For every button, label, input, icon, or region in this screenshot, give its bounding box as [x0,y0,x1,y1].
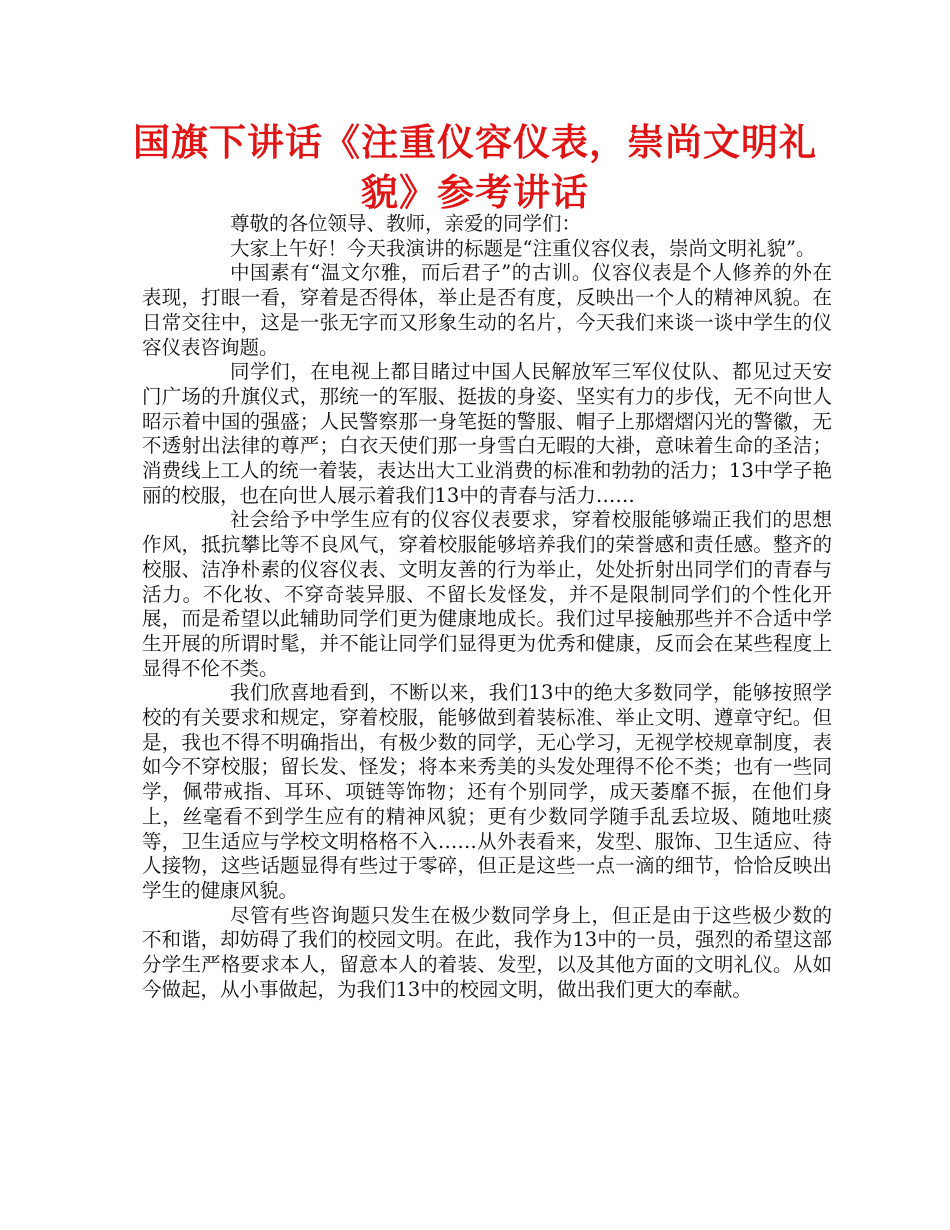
closing-paragraph: 尽管有些咨询题只发生在极少数同学身上，但正是由于这些极少数的不和谐，却妨碍了我们的校园文明。在此，我作为13中的一员，强烈的希望这部分学生严格要求本人，留意本人的着装、发型，以及其他方面的文明礼仪。从如今做起，从小事做起，为我们13中的校园文明，做出我们更大的奉献。 [142,903,832,1001]
body-paragraph: 我们欣喜地看到，不断以来，我们13中的绝大多数同学，能够按照学校的有关要求和规定，穿着校服，能够做到着装标准、举止文明、遵章守纪。但是，我也不得不明确指出，有极少数的同学，无心学习，无视学校规章制度，表如今不穿校服；留长发、怪发；将本来秀美的头发处理得不伦不类；也有一些同学，佩带戒指、耳环、项链等饰物；还有个别同学，成天萎靡不振，在他们身上，丝毫看不到学生应有的精神风貌；更有少数同学随手乱丢垃圾、随地吐痰等，卫生适应与学校文明格格不入……从外表看来，发型、服饰、卫生适应、待人接物，这些话题显得有些过于零碎，但正是这些一点一滴的细节，恰恰反映出学生的健康风貌。 [142,681,832,902]
body-paragraph: 同学们，在电视上都目睹过中国人民解放军三军仪仗队、都见过天安门广场的升旗仪式，那统一的军服、挺拔的身姿、坚实有力的步伐，无不向世人昭示着中国的强盛；人民警察那一身笔挺的警服、帽子上那熠熠闪光的警徽，无不透射出法律的尊严；白衣天使们那一身雪白无暇的大褂，意味着生命的圣洁；消费线上工人的统一着装，表达出大工业消费的标准和勃勃的活力；13中学子艳丽的校服，也在向世人展示着我们13中的青春与活力…… [142,360,832,507]
body-paragraph: 社会给予中学生应有的仪容仪表要求，穿着校服能够端正我们的思想作风，抵抗攀比等不良风气，穿着校服能够培养我们的荣誉感和责任感。整齐的校服、洁净朴素的仪容仪表、文明友善的行为举止，处处折射出同学们的青春与活力。不化妆、不穿奇装异服、不留长发怪发，并不是限制同学们的个性化开展，而是希望以此辅助同学们更为健康地成长。我们过早接触那些并不合适中学生开展的所谓时髦，并不能让同学们显得更为优秀和健康，反而会在某些程度上显得不伦不类。 [142,508,832,680]
greeting-paragraph: 大家上午好！今天我演讲的标题是“注重仪容仪表，崇尚文明礼貌”。 [230,236,816,260]
document-body [142,212,832,1003]
body-paragraph: 中国素有“温文尔雅，而后君子”的古训。仪容仪表是个人修养的外在表现，打眼一看，穿着是否得体，举止是否有度，反映出一个人的精神风貌。在日常交往中，这是一张无字而又形象生动的名片，今天我们来谈一谈中学生的仪容仪表咨询题。 [142,261,832,359]
salutation-paragraph: 尊敬的各位领导、教师，亲爱的同学们： [230,212,582,235]
document-title: 国旗下讲话《注重仪容仪表，崇尚文明礼貌》参考讲话 [133,121,817,214]
